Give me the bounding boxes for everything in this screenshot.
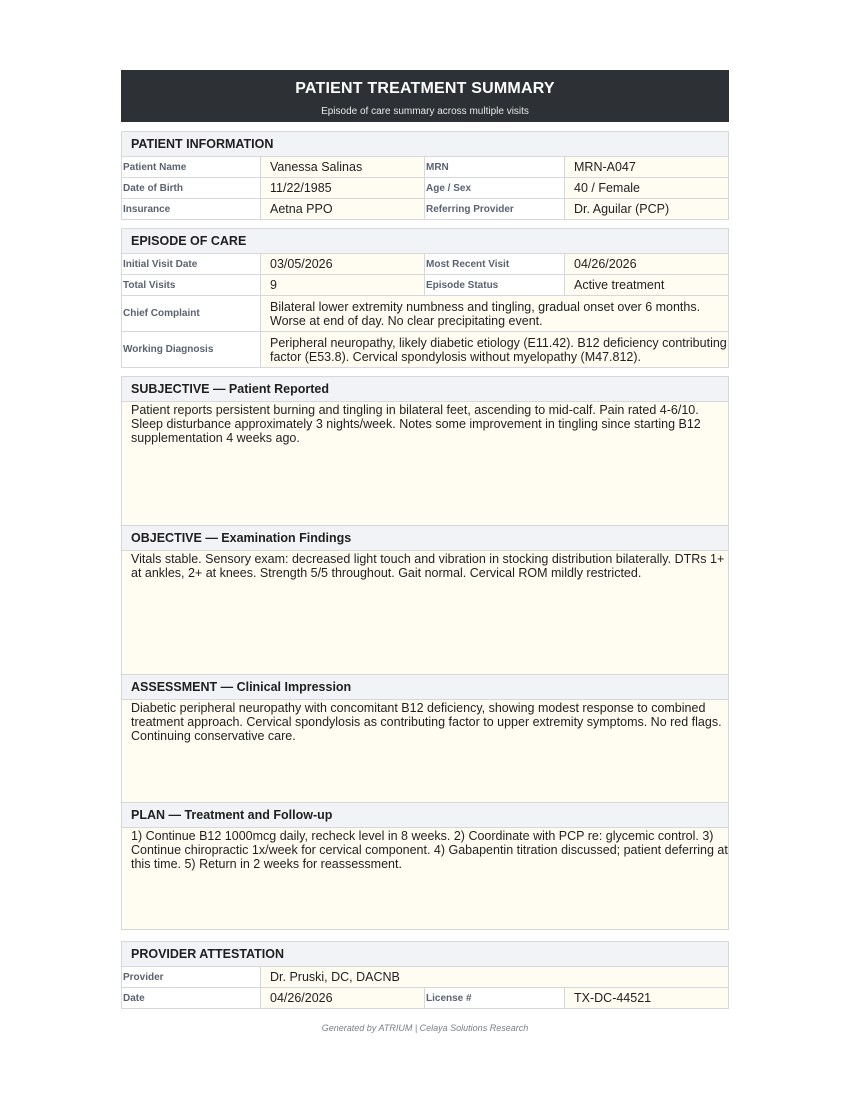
age-sex-value: 40 / Female [564, 178, 728, 198]
objective-text: Vitals stable. Sensory exam: decreased light touch and vibration in stocking distribution bilaterally. DTRs 1+ at ankles, 2+ at knees. Strength 5/5 throughout. Gait normal. Cervical ROM mildly restricted. [122, 551, 728, 674]
document-header [121, 70, 729, 122]
section-heading: EPISODE OF CARE [122, 229, 728, 254]
assessment-heading: ASSESSMENT — Clinical Impression [122, 674, 728, 700]
field-label: Age / Sex [424, 178, 564, 198]
provider-attestation-section [121, 941, 729, 1009]
referring-provider-value: Dr. Aguilar (PCP) [564, 199, 728, 219]
section-heading: PROVIDER ATTESTATION [122, 942, 728, 967]
field-label: Referring Provider [424, 199, 564, 219]
info-row [122, 988, 728, 1008]
info-row [122, 275, 728, 296]
field-label: Episode Status [424, 275, 564, 295]
license-value: TX-DC-44521 [564, 988, 728, 1008]
chief-complaint-value: Bilateral lower extremity numbness and tingling, gradual onset over 6 months. Worse at end of day. No clear precipitating event. [260, 296, 728, 331]
subjective-text: Patient reports persistent burning and tingling in bilateral feet, ascending to mid-calf. Pain rated 4-6/10. Sleep disturbance approximately 3 nights/week. Notes some improvement in tingling since starting B12 supplementation 4 weeks ago. [122, 402, 728, 525]
assessment-text: Diabetic peripheral neuropathy with concomitant B12 deficiency, showing modest response to combined treatment approach. Cervical spondylosis as contributing factor to upper extremity symptoms. No red flags. Continuing conservative care. [122, 700, 728, 802]
recent-visit-value: 04/26/2026 [564, 254, 728, 274]
episode-status-value: Active treatment [564, 275, 728, 295]
field-label: Working Diagnosis [122, 332, 260, 367]
soap-notes-section [121, 376, 729, 930]
treatment-summary-document [121, 70, 729, 1009]
field-label: License # [424, 988, 564, 1008]
info-row [122, 157, 728, 178]
document-subtitle: Episode of care summary across multiple visits [321, 106, 529, 117]
initial-visit-value: 03/05/2026 [260, 254, 424, 274]
working-diagnosis-value: Peripheral neuropathy, likely diabetic etiology (E11.42). B12 deficiency contributing factor (E53.8). Cervical spondylosis without myelopathy (M47.812). [260, 332, 728, 367]
field-label: Date [122, 988, 260, 1008]
provider-value: Dr. Pruski, DC, DACNB [260, 967, 728, 987]
plan-heading: PLAN — Treatment and Follow-up [122, 802, 728, 828]
insurance-value: Aetna PPO [260, 199, 424, 219]
field-label: MRN [424, 157, 564, 177]
subjective-heading: SUBJECTIVE — Patient Reported [122, 377, 728, 402]
attestation-date-value: 04/26/2026 [260, 988, 424, 1008]
info-row [122, 296, 728, 332]
field-label: Provider [122, 967, 260, 987]
objective-heading: OBJECTIVE — Examination Findings [122, 525, 728, 551]
field-label: Total Visits [122, 275, 260, 295]
mrn-value: MRN-A047 [564, 157, 728, 177]
info-row [122, 967, 728, 988]
plan-text: 1) Continue B12 1000mcg daily, recheck level in 8 weeks. 2) Coordinate with PCP re: glycemic control. 3) Continue chiropractic 1x/week for cervical component. 4) Gabapentin titration discussed; patient deferring at this time. 5) Return in 2 weeks for reassessment. [122, 828, 728, 929]
info-row [122, 178, 728, 199]
field-label: Chief Complaint [122, 296, 260, 331]
field-label: Patient Name [122, 157, 260, 177]
patient-information-section [121, 131, 729, 220]
document-title: PATIENT TREATMENT SUMMARY [295, 80, 555, 97]
dob-value: 11/22/1985 [260, 178, 424, 198]
field-label: Date of Birth [122, 178, 260, 198]
info-row [122, 332, 728, 367]
info-row [122, 199, 728, 219]
info-row [122, 254, 728, 275]
patient-name-value: Vanessa Salinas [260, 157, 424, 177]
field-label: Most Recent Visit [424, 254, 564, 274]
section-heading: PATIENT INFORMATION [122, 132, 728, 157]
field-label: Initial Visit Date [122, 254, 260, 274]
document-footer: Generated by ATRIUM | Celaya Solutions Research [321, 1023, 529, 1033]
episode-of-care-section [121, 228, 729, 368]
field-label: Insurance [122, 199, 260, 219]
total-visits-value: 9 [260, 275, 424, 295]
